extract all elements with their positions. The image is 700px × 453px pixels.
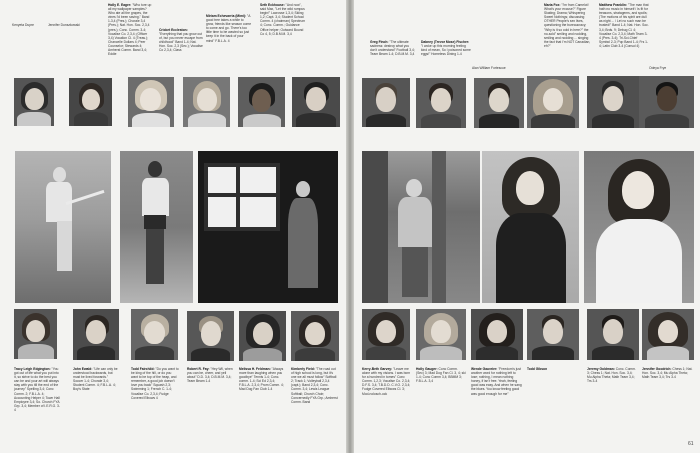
- portrait-photo: [587, 76, 639, 128]
- portrait-photo: [639, 76, 694, 128]
- student-name: Odeya Frye: [649, 66, 667, 70]
- student-caption: John Ewald: "Life can only be understood backwards, but must be lived forwards." Soccer 1-4; Chorale 3,4; Student Comm. 4; F.B.L.A. 4; Boy's State: [73, 367, 118, 392]
- student-caption: Robert R. Fay: "Hey Wil, when you can be, cheer, and yell about" D.D. 3,4; D.B.M.M. 3,4; Team Beam 1-4: [187, 367, 233, 384]
- portrait-photo: [131, 309, 178, 360]
- portrait-photo: [527, 76, 579, 128]
- portrait-photo: [416, 78, 466, 128]
- student-name: Kenyeta Dupre: [12, 23, 34, 27]
- candid-photo: [198, 151, 338, 303]
- portrait-photo: [238, 77, 285, 127]
- candid-photo: [15, 151, 111, 303]
- student-caption: Jeremy Goldman: Conc. Comm. 3; Chess 1; Nat. Hon. Soc. 3,4; Mu Alpha Theta; Math Team 3,4; Trs 3-4: [587, 367, 636, 384]
- student-caption: Maria Fox: "I'm from Camelot! What's your excuse?" Figure Skating; Drama; Whispering Sweet Nothings; discussing OTHER People's sex lives, questioning the bureaucracy; "Why is it so cold in here?" the no-sold" smiling and nodding, smiling and nodding ... singing the fact that I'm NOT Canadian, eh?": [544, 3, 591, 48]
- student-caption: Cricket Eccleston: "Everything that you grow out of, but you never escape from childhood" Band 1-4; Nat. Hon. Soc. 2,3 (Sec.); Vocalise Co 2,3,4; Class: [159, 28, 203, 53]
- portrait-photo: [239, 311, 286, 361]
- student-caption: Greg Finch: "The ultimate sadness: destroy what you don't understand" Football 3,4; Team Beam 1-4; D.B.M.M. 3,4: [370, 40, 415, 57]
- portrait-photo: [14, 78, 54, 126]
- student-caption: Seth Eckhouse: "And now", said Max, "Let the wild rumpus begin!" Lacrosse 1,3,4; Skiing 1,2; Capt. 3,4; Student School Comm. 4 (chairman) Spectrum 4; Conc. Comm.; Guidance Office helper; Outward Bound Co 4, 5; D.B.M.M. 3,4: [260, 3, 306, 36]
- student-caption: Tracy Leigh Edgington: "You got out of life what you put into it, so strive to do the best you can be and your art will always stay with you till the end of the journey" Spelling 3,4; Conc Comm. 2; F.B.L.A. 4; Accounting Helper 4; Town Hall Employee 3,4; So. Church FYA Grp. 3,4; Member of I.E.R.G. 3-4: [14, 367, 60, 412]
- candid-photo: [584, 151, 694, 303]
- portrait-photo: [69, 78, 112, 126]
- student-name: Jennifer Dunszkowski: [48, 23, 80, 27]
- student-caption: Jennifer Goodrich: Chess 1; Nat. Hon. Soc. 3,4; Mu Alpha Theta; Math Team 3,4; Trs 3-4: [642, 367, 693, 380]
- portrait-photo: [587, 309, 639, 360]
- student-caption: Matthew Franklin: "The man that hath no music in himself / Is fit for treasons, stratagems, and spoils; (The motions of his spirit are dull as night ... / Let no such man be trusted!" Band 1-4; Nat. Hon. Soc. 3,4; Brds. 9; Debug Cl. 4; Vocalise Co. 2,3,4; Math Team 3-4 (Pres. 3-4); Tri-Sci-Chief Symbol 2-3; Pop Band 1-4; Frs 1-4; Latin Club 3-4 (Consul 4): [599, 3, 649, 48]
- portrait-photo: [14, 309, 57, 359]
- student-caption: Wende Gauvrier: "Freedom's just another word for nothing left to lose; nothing, I mean nothing honey, if isn't free. Yeah, feeling good was easy. And when he sang the blues. You know feeling good was good enough for me": [471, 367, 522, 396]
- portrait-photo: [291, 311, 339, 361]
- portrait-photo: [292, 77, 340, 127]
- candid-photo: [120, 151, 193, 303]
- portrait-photo: [642, 309, 694, 360]
- left-page: [0, 0, 346, 453]
- portrait-photo: [187, 311, 234, 361]
- portrait-photo: [416, 309, 466, 360]
- student-name: Alan William Fortescue: [472, 66, 506, 70]
- portrait-photo: [527, 309, 579, 360]
- portrait-photo: [362, 78, 410, 127]
- portrait-photo: [362, 309, 410, 360]
- student-caption: Holly E. Eager: "Who tore up all my wallpaper samples? Who ate all the grapes, the vines I'd been saving." Band 1-3,4 (Pres.); Chorale 3,4 (Pres.); Nat. Hon. Soc. 2,3,4 (pres.); Conc. Comm. 3-4; Vocalise Co. 2,3,4; (Officer 3,4) Vocalion Cl. 4 (Treas.); Chancelle Dollars 4; Peer Counselor; Stewards 4; Amherst Comm. Band 3,4; Eddie: [108, 3, 152, 57]
- page-number: 61: [688, 441, 694, 447]
- student-caption: Dabney (Trevor Mose) Fischer: "I woke up this morning feeling kind of mean, So I poisoned some eggs!" Homeless Dining 1-4: [421, 40, 471, 57]
- student-caption: Miriam Echevarria (Mimi): "A good tree takes a while to grow, friends like season come to come and go. There's too little time to be wasted so just keep it in the back of your mind" F.B.L.A. 4: [206, 14, 252, 43]
- portrait-photo: [474, 78, 524, 128]
- student-caption: Todd Gibson: [527, 367, 548, 371]
- student-caption: Kimberly Field: "The road out of high school is long, but it's one we all must follow" Softball 2; Track 1; Volleyball 2,3,4 (capt.); Band 2,3,4; Conc. Comm. 3,4; Lewis League Softball; Church Choir; Concernedly FYA Grp.; Amherst Comm. Band: [291, 367, 338, 404]
- student-caption: Kerry-Beth Garvey: "Leave me alone with my visions. I was born for a hundred in tomes" Conc Comm. 1,2,3; Vocalise Co. 2,3,4; D.F.S. 3,4; T.B.D.D. C.V.O. 2,3,4; Fudge Covered Elbows Cl. 3; Mod-nolosch-ock: [362, 367, 411, 396]
- candid-photo: [482, 151, 579, 303]
- portrait-photo: [183, 77, 230, 127]
- portrait-photo: [128, 77, 174, 127]
- candid-photo: [362, 151, 480, 303]
- student-caption: Holly Gauger: Conc Comm. (Sec) 3; Mad Dog Fan Cl. 3, 4; ski 1-4; Conc Comm 3,4; BBMM 3; F.B.L.A. 3,4: [416, 367, 466, 384]
- portrait-photo: [73, 309, 119, 360]
- student-caption: Melissa H. Feldman: "Always more than laughing when you goodbye" Tennis 1-4; Conc. comm. 1-4; Sci Ed 2,3,4; F.B.L.A. 2,3,4; Prom Comm. 4; Mad Dog Fan Club 1-4: [239, 367, 284, 392]
- student-caption: Todd Fairchild: "Do you want to be king of the hill, or do you want to be top of the heap, and remember, a good job doesn't love you back" Squash 2,3; Swimming 1; French C. 1-4; Vocalise Co. 2,3,4; Fudge Covered Elbows 4: [131, 367, 179, 400]
- binding-gutter: [346, 0, 354, 453]
- portrait-photo: [471, 309, 523, 360]
- right-page: [354, 0, 700, 453]
